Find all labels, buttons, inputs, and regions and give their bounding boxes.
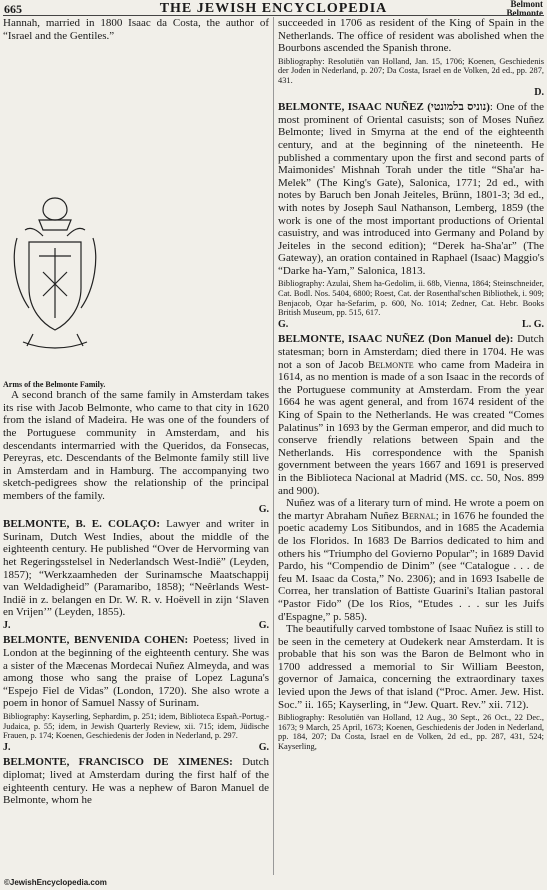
header-rule	[3, 15, 544, 16]
right-column	[278, 17, 544, 752]
entry-text: who came from Madeira in 1614, as no mention is made of a son Isaac in the records of the Portuguese community at Amsterdam. From the year 1664 he was agent general, and from 1674 resident of the King of Spain to the Netherlands. He was created “Comes Palatinus” in 1693 by the German emperor, and did much to conserve friendly relations between Spain and the Netherlands. His correspondence with the Spanish government between the years 1667 and 1691 is preserved in the Biblioteca Nacional at Madrid (MS. cc. 50, Nos. 899 and 900).	[278, 358, 544, 497]
author-signature: D.	[534, 86, 544, 98]
entry-text: Lawyer and writer in Surinam, Dutch West Indies, about the middle of the eighteenth century. He published “Over de Hervorming van het Regeringsstelsel in Nederlandsch West-Indië” (Leyden, 1857); “Werkzaamheden der Surinamsche Maatschappij van Weldadigheid” (Paramaribo, 1858); “Neêrlands West-Indië in z. belangen en Dr. W. R. v. Hoëvell in zijn ‘Slaven en Vrijen’” (Leyden, 1855).	[3, 518, 270, 619]
paragraph	[278, 497, 544, 623]
entry-heading: BELMONTE, FRANCISCO DE XIMENES:	[3, 756, 233, 769]
running-head-line-1: Belmont	[510, 0, 543, 9]
entry-text: : One of the most prominent of Oriental casuists; son of Moses Nuñez Belmonte; lived in Smyrna at the end of the eighteenth century, and at the beginning of the nineteenth. He published a commentary upon the first and second parts of Maimonides' Mishnah Torah under the title “Sha'ar ha-Melek” (The King's Gate), Salonica, 1771; 2d ed., with notes by Baruch ben Jonah Jeiteles, Brünn, 1801-3; 3d ed., with notes by Joseph Saul Nathanson, Lemberg, 1859 (the work is one of the most important productions of Oriental casuistry, and was introduced into Germany and Poland by Jeiteles in the second edition); “Derek ha-Sha'ar” (The Gateway), an oration contained in Raphael (Isaac) Maggio's “Darke ha-Yam,” Salonica, 1813.	[278, 101, 545, 277]
running-head-line-2: Belmonte	[506, 8, 543, 18]
entry-belmonte-francisco	[3, 756, 269, 806]
entry-heading: BELMONTE, BENVENIDA COHEN:	[3, 634, 189, 647]
entry-text: Poetess; lived in London at the beginning of the eighteenth century. She was a sister of the Mæcenas Mordecai Nuñez Almeyda, and was among those who sang the praise of Lopez Laguna's “Espejo Fiel de Vidas” (London, 1720). She also wrote a poem in honor of Samuel Nassy of Surinam.	[3, 634, 269, 710]
coat-of-arms-icon	[3, 192, 107, 362]
author-signature	[3, 742, 269, 755]
signature-left: G.	[278, 318, 289, 330]
footer-credit: ©JewishEncyclopedia.com	[4, 878, 107, 887]
author-signature	[3, 620, 269, 633]
entry-belmonte-benvenida	[3, 634, 269, 710]
coat-of-arms-figure	[3, 192, 107, 378]
bibliography: Bibliography: Kayserling, Sephardim, p. 251; idem, Biblioteca Españ.-Portug.-Judaica, p. 55; idem, in Jewish Quarterly Review, xii. 715; idem, Jüdische Frauen, p. 174; Koenen, Geschiedenis der Joden in Nederland, p. 297.	[3, 712, 269, 741]
entry-belmonte-colaco	[3, 518, 269, 619]
column-divider	[273, 17, 274, 875]
paragraph-text: Nuñez was of a literary turn of mind. He wrote a poem on the martyr Abraham Nuñez	[278, 497, 544, 522]
signature-left: J.	[3, 619, 11, 631]
signature-left: J.	[3, 741, 11, 753]
entry-isaac-nunez-casuist	[278, 101, 544, 277]
cross-reference: Belmonte	[368, 358, 414, 371]
entry-heading: BELMONTE, ISAAC NUÑEZ (Don Manuel de):	[278, 333, 514, 346]
bibliography: Bibliography: Azulai, Shem ha-Gedolim, ii. 68b, Vienna, 1864; Steinschneider, Cat. Bodl. Nos. 5404, 6800; Roest, Cat. der Rosenthal'schen Bibliothek, i. 909; Benjacob, Oẓar ha-Sefarim, p. 600, No. 1014; Zedner, Cat. Hebr. Books British Museum, pp. 515, 617.	[278, 279, 544, 318]
figure-caption: Arms of the Belmonte Family.	[3, 380, 106, 390]
paragraph: The beautifully carved tombstone of Isaac Nuñez is still to be seen in the cemetery at Oudekerk near Amsterdam. It is probable that his son was the Baron de Belmont who in 1700 addressed a memorial to Sir William Beeston, governor of Jamaica, concerning the extraordinary taxes levied upon the Jews of that island (“Proc. Amer. Jew. Hist. Soc.” ii. 165; Kayserling, in “Jew. Quart. Rev.” xii. 712).	[278, 623, 544, 711]
bibliography: Bibliography: Resolutiën van Holland, 12 Aug., 30 Sept., 26 Oct., 22 Dec., 1673; 9 March, 25 April, 1673; Koenen, Geschiedenis der Joden in Nederland, pp. 184, 207; Da Costa, Israel en de Volken, 2d ed., pp. 287, 431, 524; Kayserling,	[278, 713, 544, 752]
bibliography: Bibliography: Resolutiën van Holland, Jan. 15, 1706; Koenen, Geschiedenis der Joden in Nederland, p. 207; Da Costa, Israel en de Volken, 2d ed., pp. 287, 431.	[278, 56, 544, 85]
entry-isaac-nunez-statesman	[278, 333, 544, 497]
entry-heading: BELMONTE, ISAAC NUÑEZ	[278, 101, 424, 114]
signature-right: L. G.	[522, 318, 544, 330]
signature-right: G.	[258, 619, 269, 631]
entry-heading: BELMONTE, B. E. COLAÇO:	[3, 518, 160, 531]
author-signature	[278, 319, 544, 332]
paragraph: A second branch of the same family in Amsterdam takes its rise with Jacob Belmonte, who came to that city in 1620 from the island of Madeira. He was one of the founders of the Portuguese community in Amsterdam, and his descendants intermarried with the Queridos, da Fonsecas, Pereyras, etc. Descendants of the Belmonte family still live in Amsterdam and in Hamburg. The accompanying two sketch-pedigrees show the relationship of the principal members of the family.	[3, 389, 269, 502]
left-column	[3, 17, 269, 807]
paragraph: succeeded in 1706 as resident of the King of Spain in the Netherlands. The office of resident was abolished when the Bourbons ascended the Spanish throne.	[278, 17, 544, 55]
paragraph-text: ; in 1676 he founded the poetic academy Los Sitibundos, and in 1685 the Academia de los Floridos. In 1683 De Barrios dedicated to him and others his “Triumpho del Govierno Popular”; in 1689 David Pardo, his “Compendio de Dinim” (see “Catalogue . . . de feu M. Isaac da Costa,” No. 2306); and in 1693 Isabelle de Correa, her translation of Battiste Guarini's Italian pastoral “Pastor Fido” (De los Rios, “Etudes . . . sur les Juifs d'Espagne,” p. 585).	[278, 509, 545, 623]
paragraph: Hannah, married in 1800 Isaac da Costa, the author of “Israel and the Gentiles.”	[3, 17, 269, 42]
entry-text: Dutch statesman; born in Amsterdam; died there in 1704. He was not a son of Jacob	[278, 333, 544, 371]
cross-reference: Bernal	[401, 509, 436, 522]
entry-text: Dutch diplomat; lived at Amsterdam during the first half of the eighteenth century. He was a nephew of Baron Manuel de Belmonte, whom he	[3, 756, 269, 807]
entry-heading-hebrew: (נוניס בלמונטי)	[427, 101, 490, 114]
signature-right: G.	[258, 741, 269, 753]
author-signature: G.	[258, 503, 269, 515]
journal-title: THE JEWISH ENCYCLOPEDIA	[159, 1, 388, 16]
page-number: 665	[4, 2, 22, 16]
